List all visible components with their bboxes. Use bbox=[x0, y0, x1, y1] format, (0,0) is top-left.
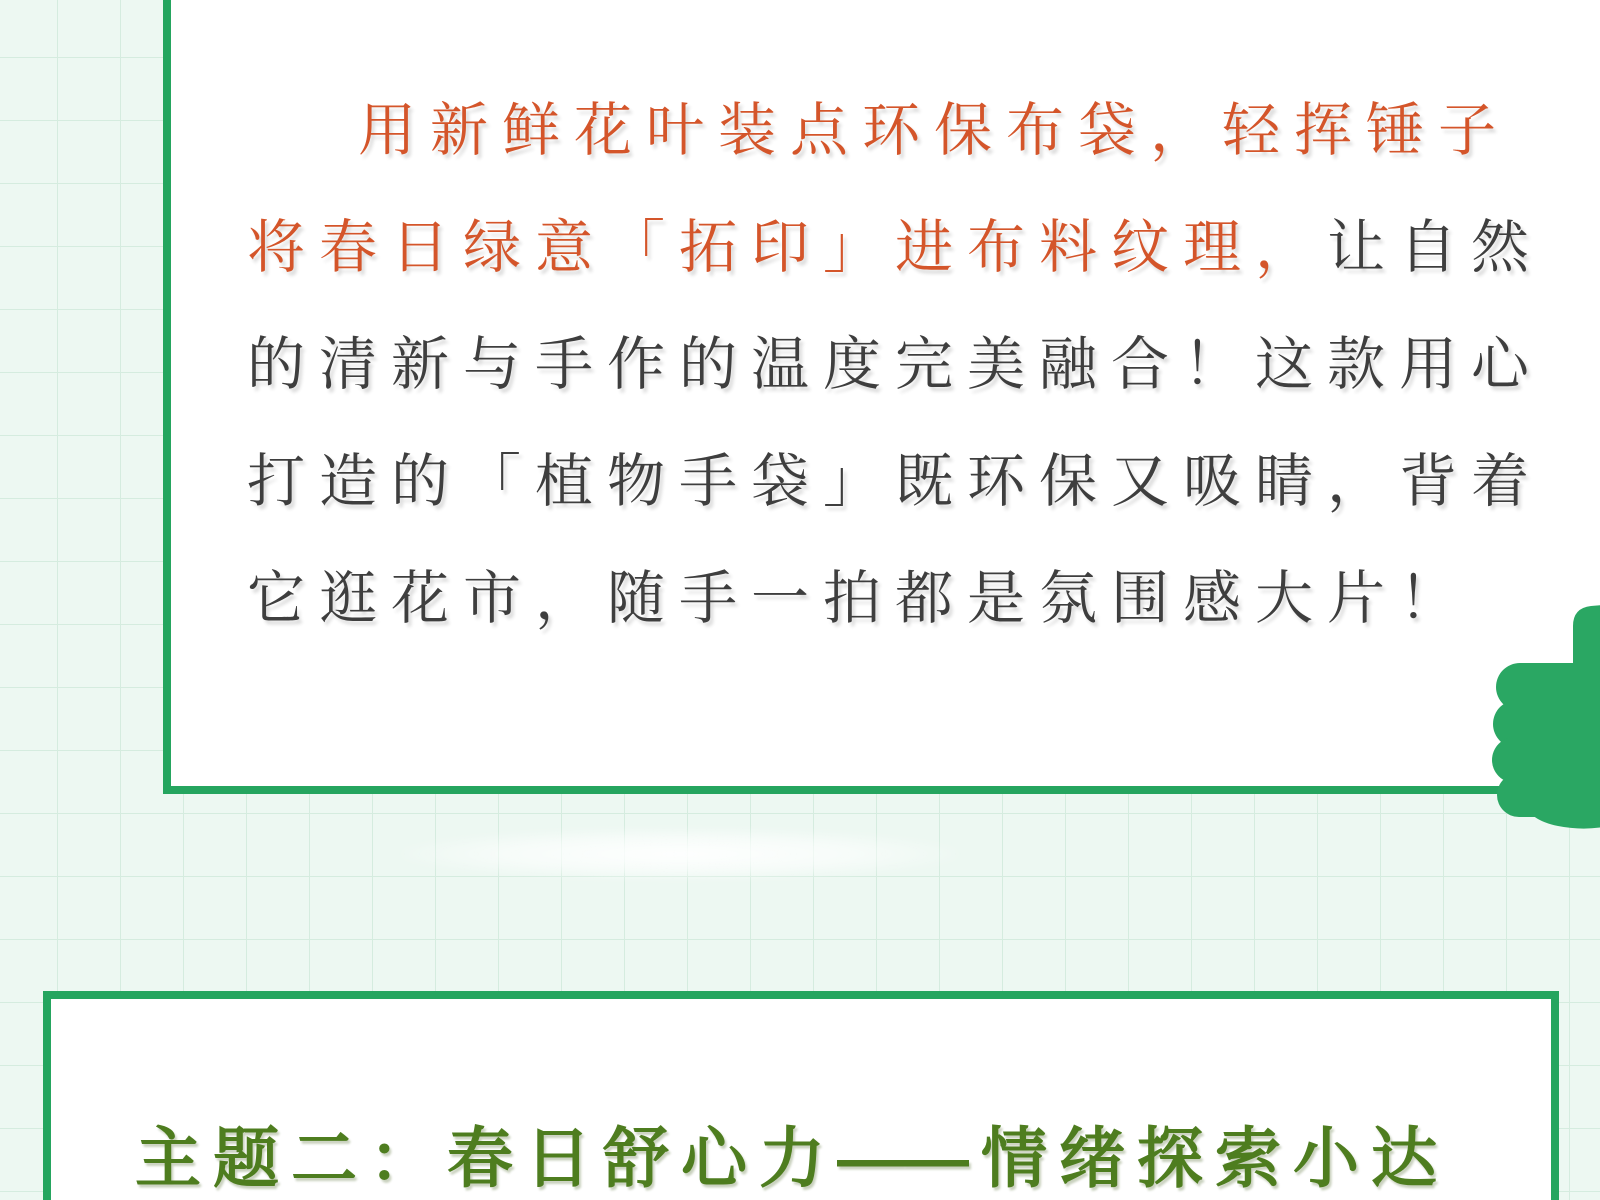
theme-card bbox=[43, 991, 1559, 1200]
paragraph-line bbox=[247, 423, 1587, 540]
theme-heading-suffix: 情绪探索小达 bbox=[981, 1121, 1449, 1195]
thumbs-up-icon bbox=[1488, 605, 1600, 830]
theme-heading-prefix: 主题二：春日舒心力 bbox=[135, 1121, 837, 1195]
paragraph-line bbox=[247, 189, 1587, 306]
paragraph-segment-dark: 它逛花市，随手一拍都是氛围感大片！ bbox=[247, 566, 1472, 631]
paragraph-segment-dark: 让自然 bbox=[1327, 215, 1544, 280]
intro-paragraph bbox=[247, 72, 1587, 657]
paragraph-segment-orange: 用新鲜花叶装点环保布袋，轻挥锤子 bbox=[358, 98, 1511, 163]
theme-heading-dash: —— bbox=[837, 1121, 969, 1195]
paragraph-line bbox=[358, 72, 1587, 189]
background-smudge bbox=[400, 828, 960, 880]
paragraph-segment-dark: 打造的「植物手袋」既环保又吸睛，背着 bbox=[247, 449, 1544, 514]
paragraph-line bbox=[247, 540, 1587, 657]
paragraph-segment-dark: 的清新与手作的温度完美融合！这款用心 bbox=[247, 332, 1544, 397]
theme-heading bbox=[135, 1113, 1449, 1200]
paragraph-segment-orange: 将春日绿意「拓印」进布料纹理， bbox=[247, 215, 1328, 280]
paragraph-line bbox=[247, 306, 1587, 423]
intro-card bbox=[163, 0, 1600, 794]
